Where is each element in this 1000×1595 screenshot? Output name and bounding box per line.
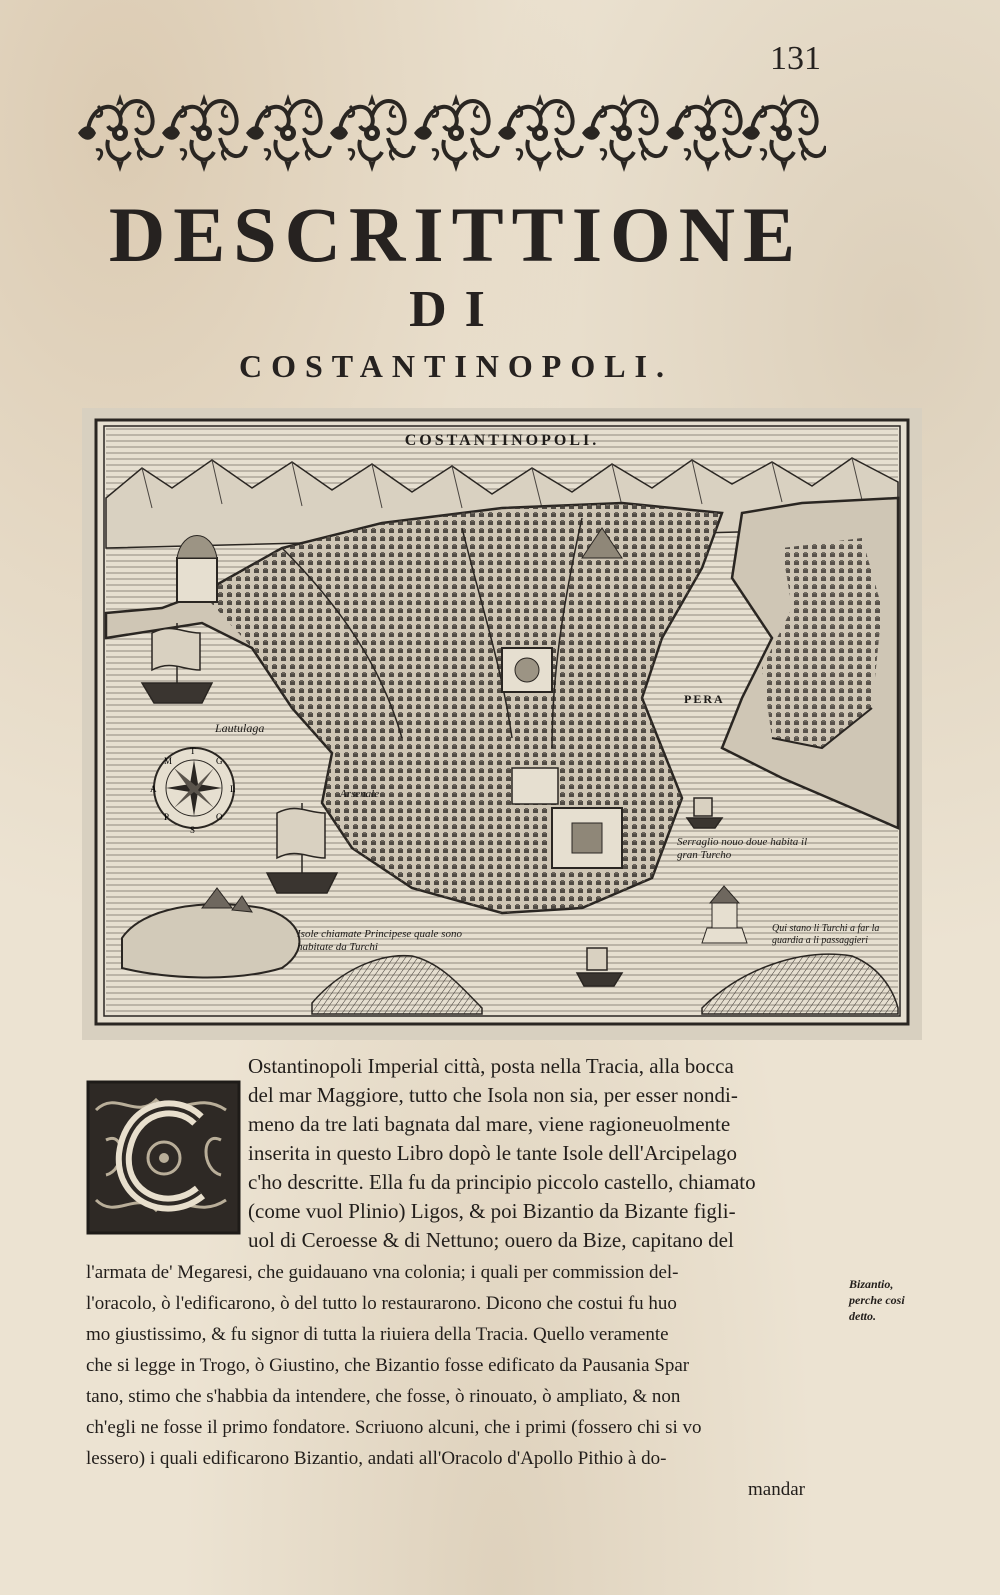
- page-number: 131: [770, 40, 821, 77]
- body-text-line: Ostantinopoli Imperial città, posta nella Tracia, alla bocca: [248, 1054, 734, 1078]
- decorated-initial-icon: [86, 1080, 241, 1235]
- body-text-line: uol di Ceroesse & di Nettuno; ouero da Bize, capitano del: [248, 1228, 734, 1252]
- body-text-line: meno da tre lati bagnata dal mare, viene ragioneuolmente: [248, 1112, 731, 1136]
- marginal-note: [849, 1276, 949, 1324]
- body-text-line: tano, stimo che s'habbia da intendere, che fosse, ò rinouato, ò ampliato, & non: [86, 1386, 681, 1407]
- ornamental-border: [78, 86, 826, 180]
- compass-letter: S: [190, 825, 196, 835]
- marginal-note-line: perche cosi: [849, 1293, 905, 1307]
- compass-letter: P: [164, 812, 170, 822]
- page-title: DESCRITTIONE: [108, 191, 804, 278]
- body-text-line: l'armata de' Megaresi, che guidauano vna colonia; i quali per commission del-: [86, 1262, 679, 1283]
- title-city-name: COSTANTINOPOLI.: [238, 348, 673, 384]
- body-text-line: c'ho descritte. Ella fu da principio piccolo castello, chiamato: [248, 1170, 756, 1194]
- body-text-line: del mar Maggiore, tutto che Isola non sia, per esser nondi-: [248, 1083, 738, 1107]
- map-label-lautulaga: Lautulaga: [215, 721, 265, 735]
- map-label-serraglio: Serraglio nouo doue habita il gran Turcho: [677, 836, 808, 861]
- map-title: COSTANTINOPOLI.: [404, 432, 600, 449]
- compass-letter: L: [230, 784, 236, 794]
- body-text-line: (come vuol Plinio) Ligos, & poi Bizantio da Bizante figli-: [248, 1199, 736, 1223]
- map-label-arsenale: Arsenale: [340, 788, 380, 800]
- compass-letter: T: [190, 746, 196, 756]
- body-text-line: l'oracolo, ò l'edificarono, ò del tutto lo restaurarono. Dicono che costui fu huo: [86, 1293, 677, 1314]
- body-text-line: lessero) i quali edificarono Bizantio, andati all'Oracolo d'Apollo Pithio à do-: [86, 1448, 667, 1469]
- compass-letter: O: [216, 812, 223, 822]
- body-text-line: mandar: [748, 1479, 805, 1500]
- body-text-line: inserita in questo Libro dopò le tante Isole dell'Arcipelago: [248, 1141, 737, 1165]
- marginal-note-line: Bizantio,: [849, 1277, 894, 1291]
- engraved-map: [82, 408, 922, 1040]
- map-label-turchi: Qui stano li Turchi a far la guardia a li passaggieri: [772, 923, 880, 946]
- body-text-line: ch'egli ne fosse il primo fondatore. Scriuono alcuni, che i primi (fossero chi si vo: [86, 1417, 702, 1438]
- title-connector: DI: [409, 281, 503, 338]
- compass-letter: M: [164, 756, 173, 766]
- map-label-pera: PERA: [684, 692, 725, 706]
- body-text-line: mo giustissimo, & fu signor di tutta la riuiera della Tracia. Quello veramente: [86, 1324, 669, 1345]
- body-text-line: che si legge in Trogo, ò Giustino, che Bizantio fosse edificato da Pausania Spar: [86, 1355, 690, 1376]
- marginal-note-line: detto.: [849, 1309, 876, 1323]
- compass-letter: A: [150, 784, 157, 794]
- map-label-isole: Isole chiamate Principese quale sono habitate da Turchi: [297, 928, 462, 953]
- compass-letter: G: [216, 756, 223, 766]
